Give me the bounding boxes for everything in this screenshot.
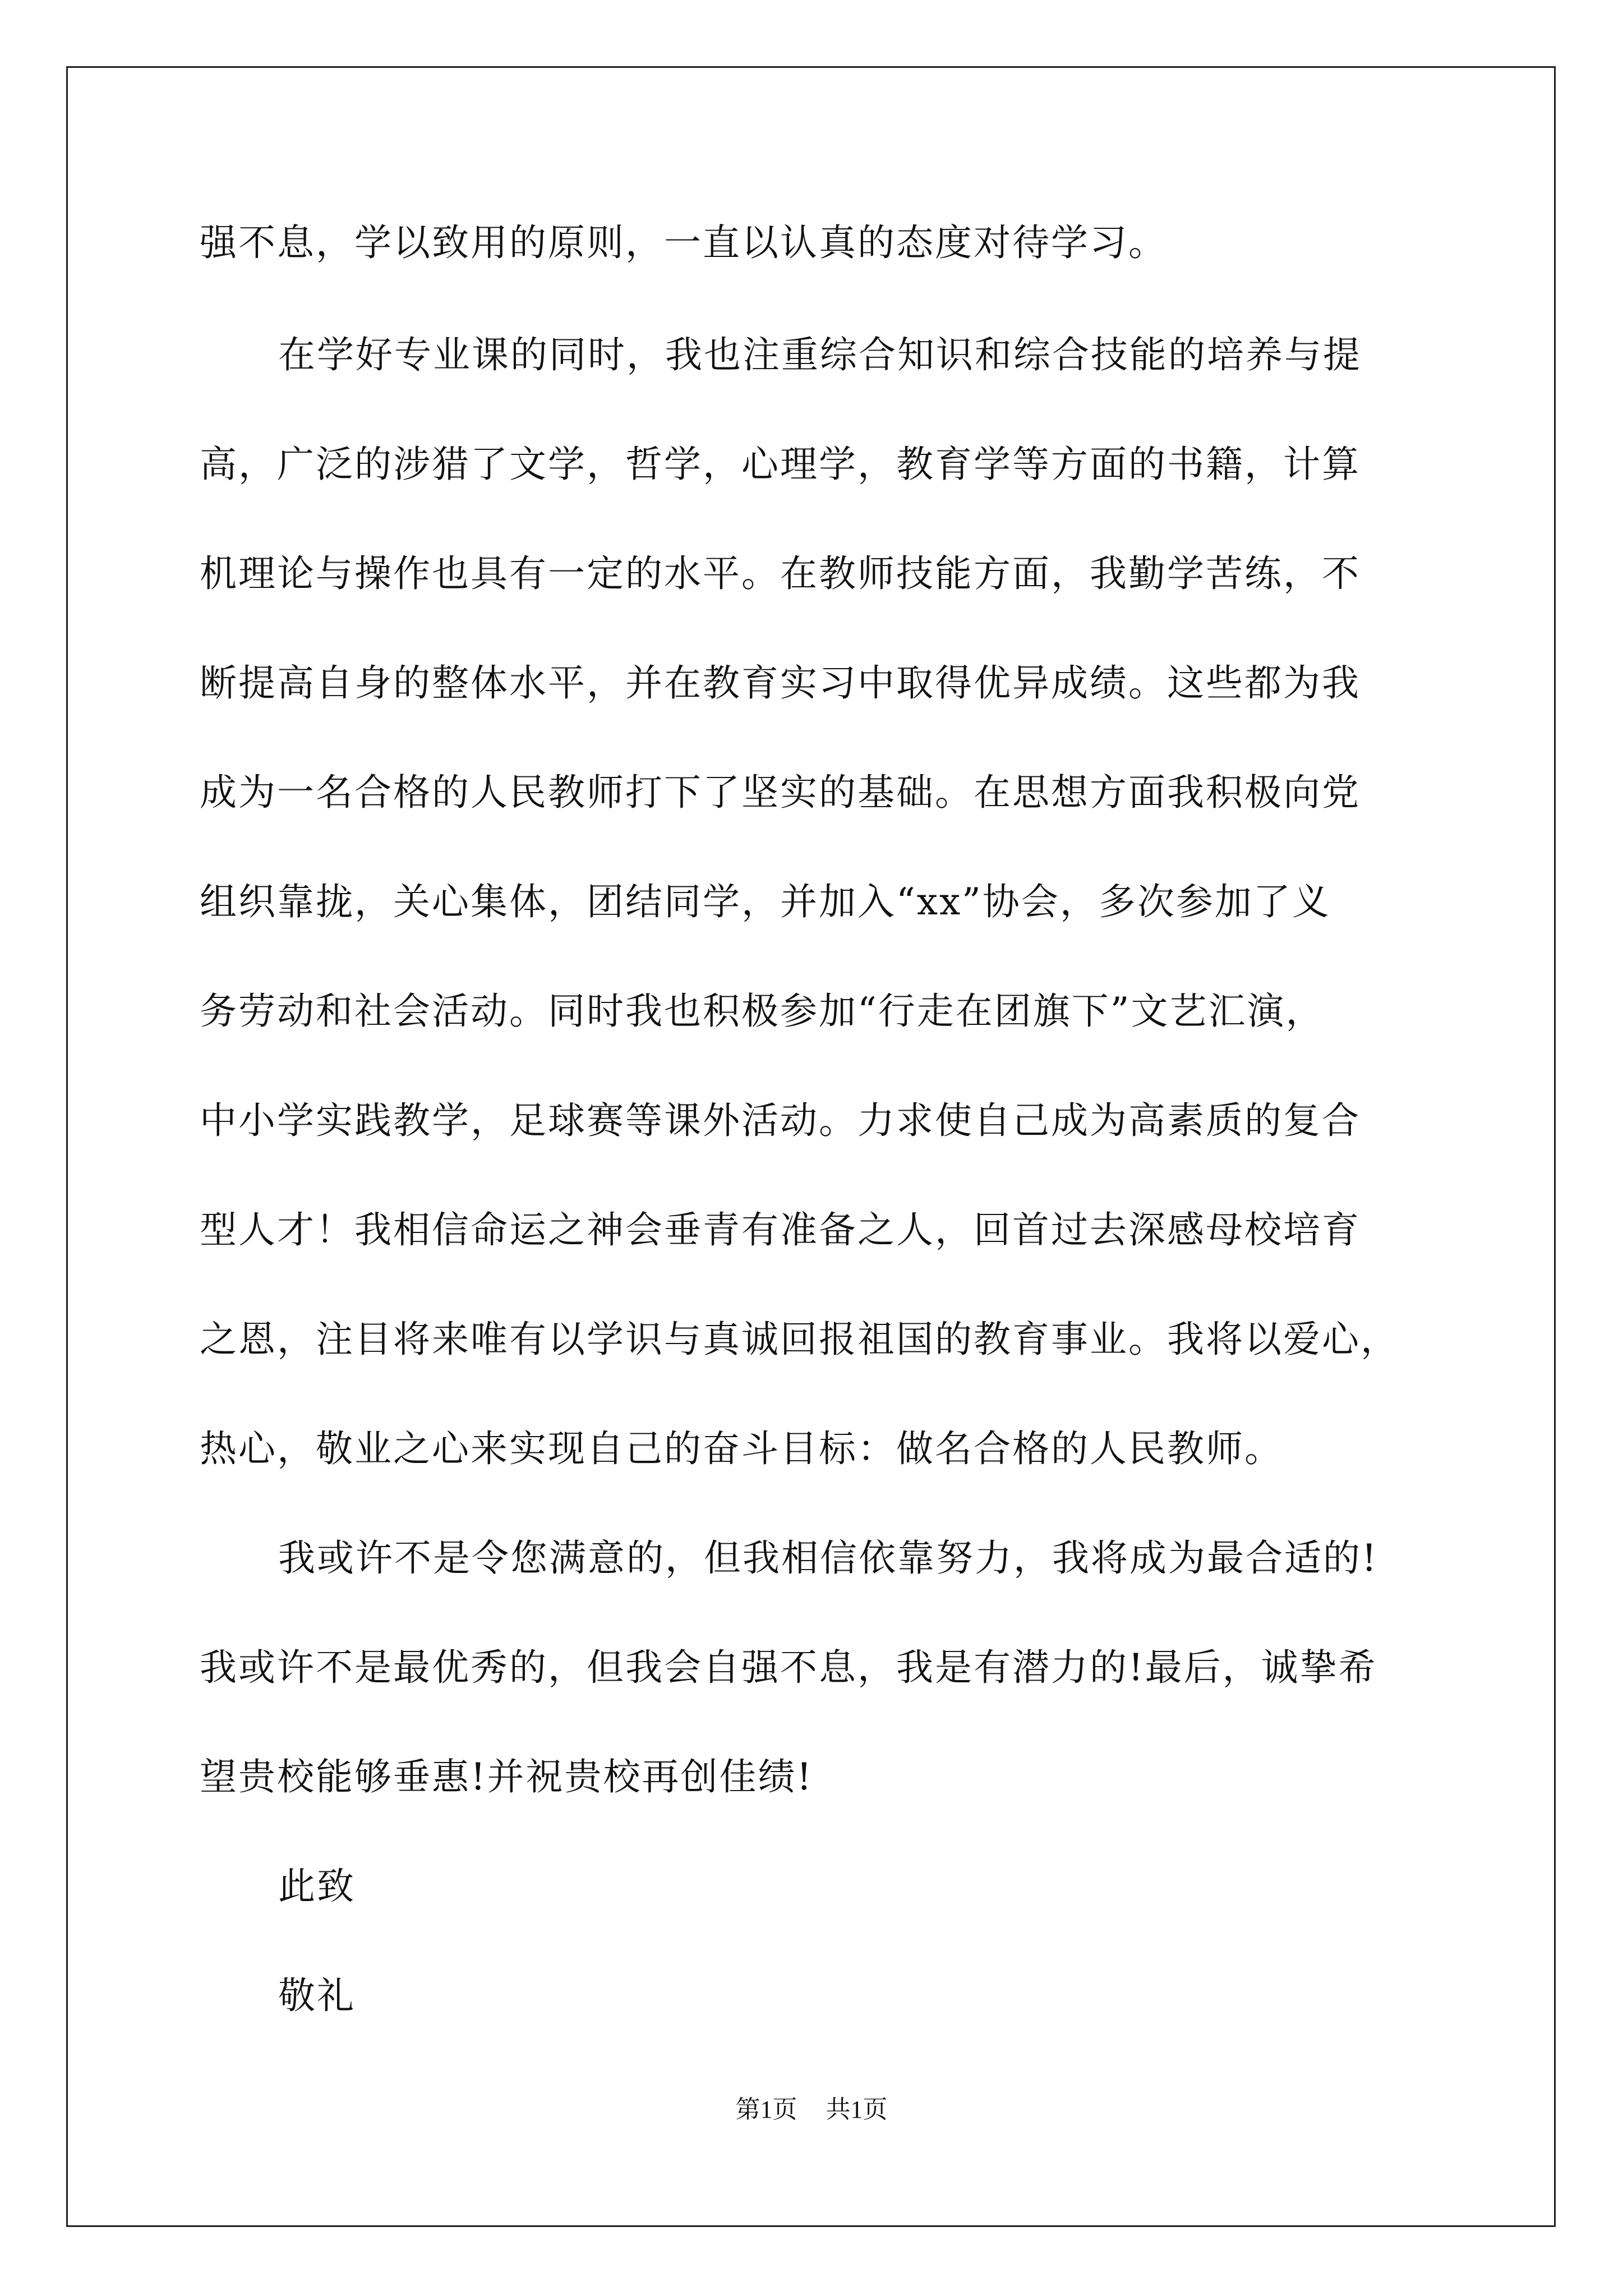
text-line: 强不息，学以致用的原则，一直以认真的态度对待学习。 (200, 221, 1167, 264)
text-line: 务劳动和社会活动。同时我也积极参加“行走在团旗下”文艺汇演， (200, 990, 1325, 1033)
page-footer (0, 2089, 1623, 2125)
text-line: 望贵校能够垂惠!并祝贵校再创佳绩! (200, 1755, 814, 1798)
text-line: 中小学实践教学，足球赛等课外活动。力求使自己成为高素质的复合 (200, 1099, 1361, 1142)
text-line: 成为一名合格的人民教师打下了坚实的基础。在思想方面我积极向党 (200, 771, 1361, 814)
text-line: 我或许不是最优秀的，但我会自强不息，我是有潜力的!最后，诚挚希 (200, 1646, 1377, 1689)
page-number: 第1页 (735, 2096, 797, 2123)
text-line: 热心，敬业之心来实现自己的奋斗目标：做名合格的人民教师。 (200, 1427, 1283, 1470)
text-line: 之恩，注目将来唯有以学识与真诚回报祖国的教育事业。我将以爱心， (200, 1318, 1399, 1361)
text-line: 我或许不是令您满意的，但我相信依靠努力，我将成为最合适的! (278, 1536, 1378, 1580)
closing-salutation: 此致 (278, 1865, 356, 1908)
text-line: 高，广泛的涉猎了文学，哲学，心理学，教育学等方面的书籍，计算 (200, 443, 1361, 486)
text-line: 在学好专业课的同时，我也注重综合知识和综合技能的培养与提 (278, 333, 1362, 376)
text-line: 型人才！我相信命运之神会垂青有准备之人，回首过去深感母校培育 (200, 1208, 1361, 1251)
text-line: 断提高自身的整体水平，并在教育实习中取得优异成绩。这些都为我 (200, 661, 1361, 705)
page-count: 共1页 (826, 2096, 888, 2123)
text-line: 组织靠拢，关心集体，团结同学，并加入“xx”协会，多次参加了义 (200, 880, 1331, 923)
closing-regards: 敬礼 (278, 1974, 356, 2017)
text-line: 机理论与操作也具有一定的水平。在教师技能方面，我勤学苦练，不 (200, 552, 1361, 595)
